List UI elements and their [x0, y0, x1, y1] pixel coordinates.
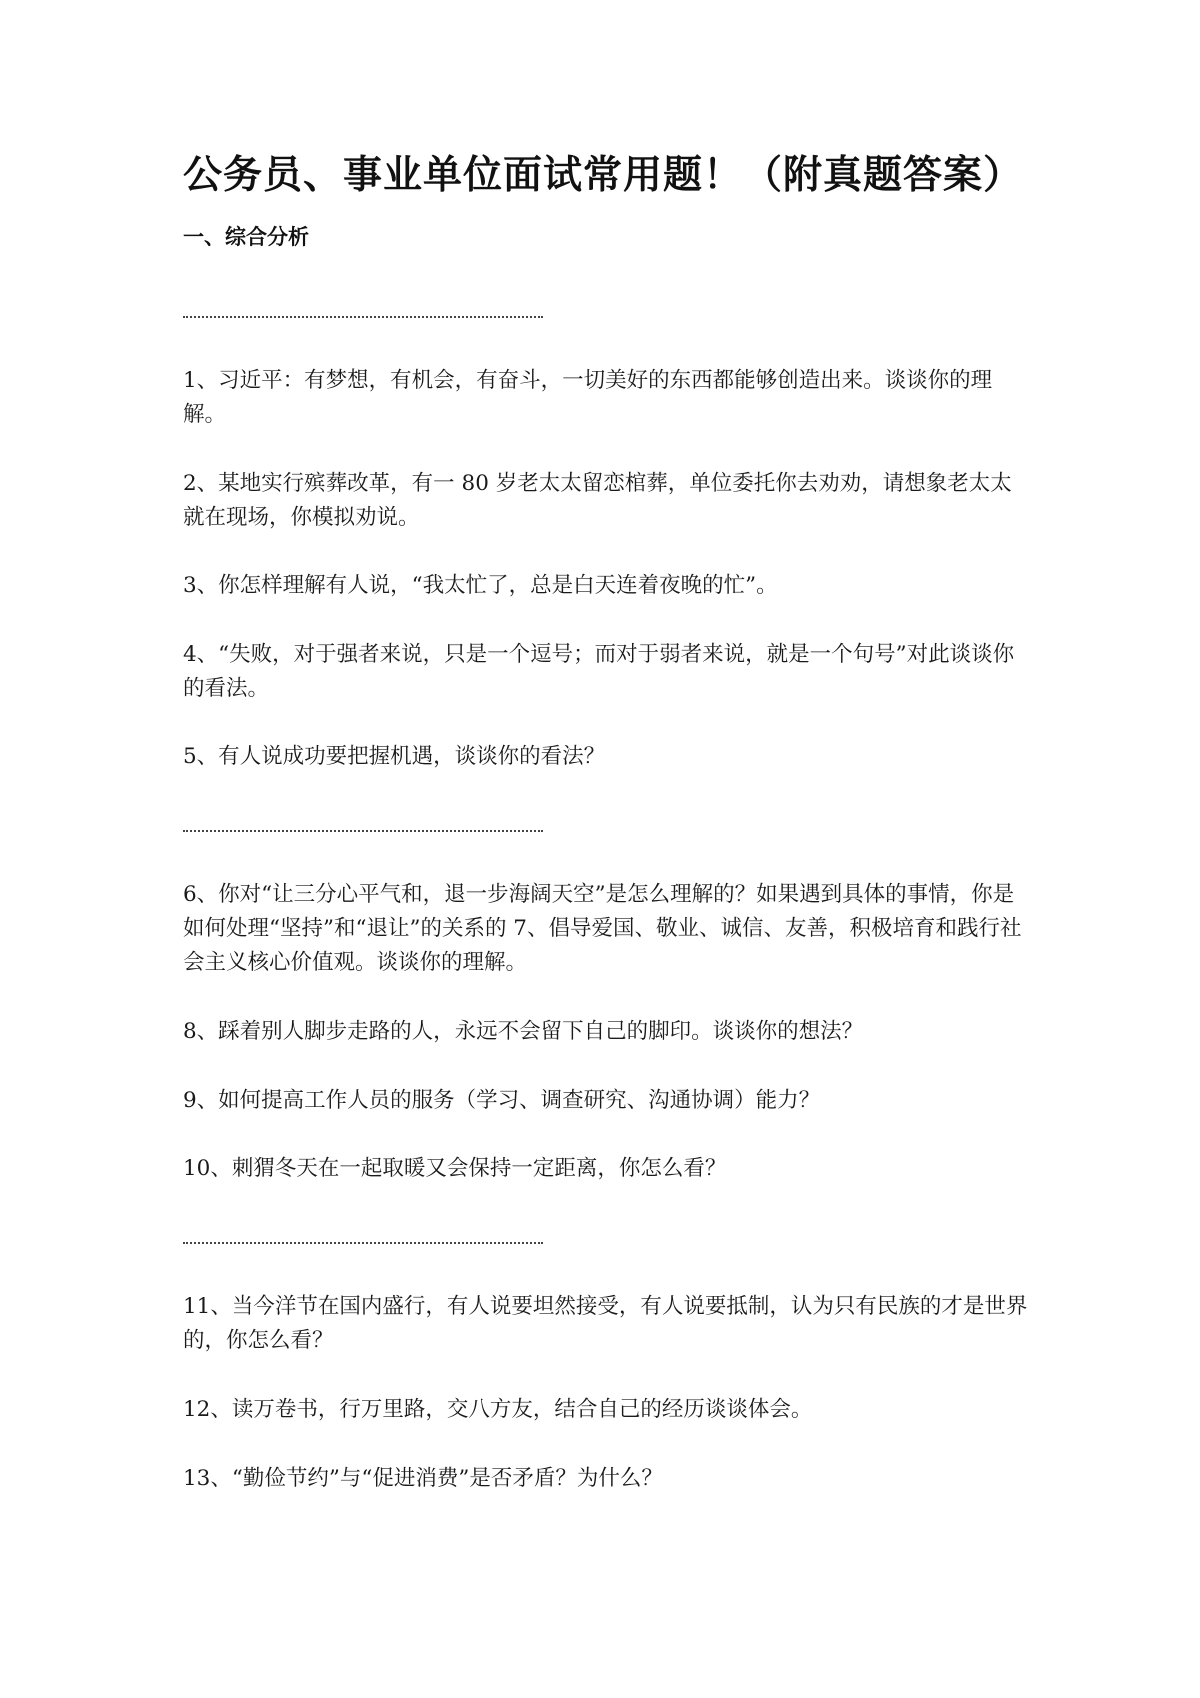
question-item: 13、“勤俭节约”与“促进消费”是否矛盾？为什么？	[183, 1466, 663, 1491]
question-item: 10、刺猬冬天在一起取暖又会保持一定距离，你怎么看？	[183, 1156, 727, 1181]
question-item: 4、“失败，对于强者来说，只是一个逗号；而对于弱者来说，就是一个句号”对此谈谈你的看法。	[183, 642, 1015, 701]
question-item: 3、你怎样理解有人说，“我太忙了，总是白天连着夜晚的忙”。	[183, 573, 778, 598]
question-item: 11、当今洋节在国内盛行，有人说要坦然接受，有人说要抵制，认为只有民族的才是世界的，你怎么看？	[183, 1294, 1028, 1353]
question-item: 5、有人说成功要把握机遇，谈谈你的看法？	[183, 744, 606, 769]
document-title: 公务员、事业单位面试常用题！（附真题答案）	[183, 153, 1024, 198]
question-item: 1、习近平：有梦想，有机会，有奋斗，一切美好的东西都能够创造出来。谈谈你的理解。	[183, 368, 993, 427]
dotted-separator	[183, 316, 543, 318]
question-item: 9、如何提高工作人员的服务（学习、调查研究、沟通协调）能力？	[183, 1088, 821, 1113]
question-item: 6、你对“让三分心平气和，退一步海阔天空”是怎么理解的？如果遇到具体的事情，你是如何处理“坚持”和“退让”的关系的 7、倡导爱国、敬业、诚信、友善，积极培育和践行社会主义核心价值观。谈谈你的理解。	[183, 882, 1022, 975]
dotted-separator	[183, 1242, 543, 1244]
question-item: 2、某地实行殡葬改革，有一 80 岁老太太留恋棺葬，单位委托你去劝劝，请想象老太太就在现场，你模拟劝说。	[183, 471, 1012, 530]
section-heading: 一、综合分析	[183, 225, 309, 249]
question-item: 12、读万卷书，行万里路，交八方友，结合自己的经历谈谈体会。	[183, 1397, 813, 1422]
question-item: 8、踩着别人脚步走路的人，永远不会留下自己的脚印。谈谈你的想法？	[183, 1019, 864, 1044]
dotted-separator	[183, 830, 543, 832]
